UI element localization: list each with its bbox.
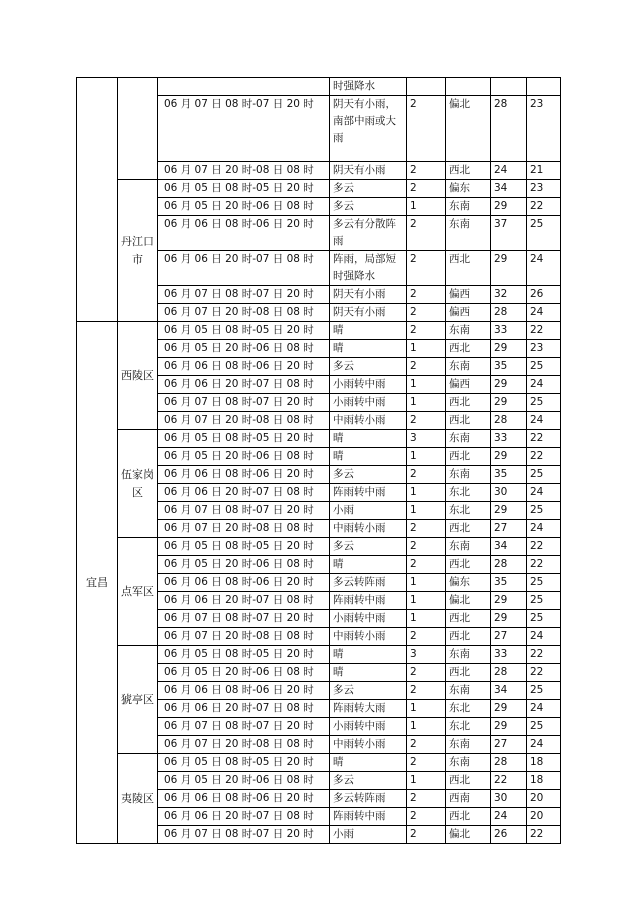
low-temp-cell: 25 (527, 718, 561, 736)
period-cell: 06 月 06 日 08 时-06 日 20 时 (158, 216, 330, 251)
low-temp-cell: 22 (527, 826, 561, 844)
low-temp-cell: 22 (527, 664, 561, 682)
low-temp-cell: 22 (527, 448, 561, 466)
low-temp-cell (527, 78, 561, 96)
district-cell: 伍家岗区 (118, 430, 158, 538)
low-temp-cell: 24 (527, 520, 561, 538)
period-cell: 06 月 05 日 20 时-06 日 08 时 (158, 340, 330, 358)
period-cell: 06 月 05 日 20 时-06 日 08 时 (158, 556, 330, 574)
period-cell: 06 月 06 日 08 时-06 日 20 时 (158, 466, 330, 484)
weather-cell: 晴 (330, 340, 407, 358)
period-cell: 06 月 06 日 08 时-06 日 20 时 (158, 358, 330, 376)
high-temp-cell: 28 (491, 754, 527, 772)
low-temp-cell: 23 (527, 96, 561, 162)
weather-cell: 阵雨转中雨 (330, 484, 407, 502)
wind-level-cell: 2 (407, 556, 446, 574)
wind-direction-cell: 东南 (446, 358, 491, 376)
wind-direction-cell: 东南 (446, 646, 491, 664)
high-temp-cell: 34 (491, 538, 527, 556)
district-cell: 西陵区 (118, 322, 158, 430)
period-cell: 06 月 06 日 08 时-06 日 20 时 (158, 790, 330, 808)
period-cell: 06 月 05 日 20 时-06 日 08 时 (158, 664, 330, 682)
low-temp-cell: 26 (527, 286, 561, 304)
wind-level-cell: 2 (407, 754, 446, 772)
weather-cell: 多云有分散阵雨 (330, 216, 407, 251)
wind-direction-cell: 西北 (446, 556, 491, 574)
wind-level-cell: 1 (407, 340, 446, 358)
period-cell: 06 月 05 日 08 时-05 日 20 时 (158, 430, 330, 448)
high-temp-cell: 33 (491, 430, 527, 448)
high-temp-cell: 35 (491, 358, 527, 376)
high-temp-cell: 28 (491, 96, 527, 162)
high-temp-cell: 29 (491, 700, 527, 718)
period-cell: 06 月 06 日 20 时-07 日 08 时 (158, 700, 330, 718)
wind-direction-cell: 东南 (446, 466, 491, 484)
wind-direction-cell: 西北 (446, 520, 491, 538)
low-temp-cell: 18 (527, 772, 561, 790)
period-cell: 06 月 05 日 08 时-05 日 20 时 (158, 754, 330, 772)
high-temp-cell: 28 (491, 556, 527, 574)
high-temp-cell: 29 (491, 502, 527, 520)
low-temp-cell: 21 (527, 162, 561, 180)
wind-level-cell: 2 (407, 216, 446, 251)
wind-direction-cell: 东南 (446, 736, 491, 754)
wind-level-cell: 2 (407, 412, 446, 430)
period-cell: 06 月 07 日 20 时-08 日 08 时 (158, 412, 330, 430)
wind-level-cell: 2 (407, 180, 446, 198)
low-temp-cell: 24 (527, 412, 561, 430)
low-temp-cell: 25 (527, 682, 561, 700)
weather-cell: 小雨 (330, 826, 407, 844)
weather-cell: 晴 (330, 556, 407, 574)
wind-direction-cell: 偏北 (446, 592, 491, 610)
weather-cell: 时强降水 (330, 78, 407, 96)
wind-level-cell: 1 (407, 700, 446, 718)
district-cell: 丹江口市 (118, 180, 158, 322)
district-cell (118, 78, 158, 180)
high-temp-cell: 28 (491, 304, 527, 322)
wind-direction-cell: 西北 (446, 664, 491, 682)
wind-direction-cell: 西北 (446, 628, 491, 646)
district-cell: 猇亭区 (118, 646, 158, 754)
weather-cell: 小雨转中雨 (330, 376, 407, 394)
wind-level-cell (407, 78, 446, 96)
weather-cell: 多云 (330, 466, 407, 484)
high-temp-cell: 24 (491, 162, 527, 180)
wind-direction-cell: 东北 (446, 484, 491, 502)
high-temp-cell: 29 (491, 718, 527, 736)
wind-level-cell: 1 (407, 610, 446, 628)
low-temp-cell: 25 (527, 502, 561, 520)
wind-direction-cell: 东南 (446, 682, 491, 700)
high-temp-cell: 24 (491, 808, 527, 826)
wind-direction-cell: 西北 (446, 772, 491, 790)
weather-cell: 阵雨转中雨 (330, 592, 407, 610)
low-temp-cell: 22 (527, 430, 561, 448)
wind-direction-cell: 东南 (446, 430, 491, 448)
wind-level-cell: 2 (407, 96, 446, 162)
period-cell: 06 月 07 日 20 时-08 日 08 时 (158, 304, 330, 322)
wind-level-cell: 2 (407, 286, 446, 304)
wind-direction-cell: 西北 (446, 251, 491, 286)
high-temp-cell: 29 (491, 592, 527, 610)
period-cell: 06 月 05 日 08 时-05 日 20 时 (158, 646, 330, 664)
weather-cell: 晴 (330, 448, 407, 466)
wind-direction-cell: 偏北 (446, 96, 491, 162)
wind-level-cell: 1 (407, 574, 446, 592)
low-temp-cell: 18 (527, 754, 561, 772)
low-temp-cell: 23 (527, 180, 561, 198)
weather-cell: 阴天有小雨，南部中雨或大雨 (330, 96, 407, 162)
weather-cell: 多云转阵雨 (330, 790, 407, 808)
weather-cell: 中雨转小雨 (330, 736, 407, 754)
wind-direction-cell: 西北 (446, 808, 491, 826)
weather-cell: 多云 (330, 682, 407, 700)
wind-direction-cell: 东南 (446, 754, 491, 772)
weather-cell: 晴 (330, 664, 407, 682)
high-temp-cell: 33 (491, 322, 527, 340)
high-temp-cell: 30 (491, 484, 527, 502)
low-temp-cell: 20 (527, 790, 561, 808)
wind-level-cell: 2 (407, 682, 446, 700)
low-temp-cell: 25 (527, 466, 561, 484)
district-cell: 夷陵区 (118, 754, 158, 844)
wind-level-cell: 2 (407, 358, 446, 376)
low-temp-cell: 25 (527, 216, 561, 251)
period-cell: 06 月 07 日 20 时-08 日 08 时 (158, 162, 330, 180)
low-temp-cell: 24 (527, 304, 561, 322)
period-cell: 06 月 05 日 20 时-06 日 08 时 (158, 772, 330, 790)
wind-direction-cell: 偏西 (446, 286, 491, 304)
high-temp-cell: 28 (491, 412, 527, 430)
high-temp-cell: 27 (491, 628, 527, 646)
period-cell: 06 月 05 日 20 时-06 日 08 时 (158, 198, 330, 216)
wind-direction-cell: 西北 (446, 394, 491, 412)
table-row (77, 754, 561, 772)
period-cell: 06 月 07 日 20 时-08 日 08 时 (158, 736, 330, 754)
period-cell: 06 月 07 日 08 时-07 日 20 时 (158, 610, 330, 628)
high-temp-cell: 29 (491, 610, 527, 628)
wind-level-cell: 2 (407, 538, 446, 556)
wind-level-cell: 1 (407, 592, 446, 610)
table-row (77, 78, 561, 96)
weather-cell: 中雨转小雨 (330, 628, 407, 646)
wind-level-cell: 2 (407, 628, 446, 646)
weather-cell: 多云 (330, 198, 407, 216)
low-temp-cell: 23 (527, 340, 561, 358)
period-cell: 06 月 05 日 08 时-05 日 20 时 (158, 538, 330, 556)
weather-cell: 多云 (330, 180, 407, 198)
weather-cell: 多云转阵雨 (330, 574, 407, 592)
low-temp-cell: 25 (527, 358, 561, 376)
wind-level-cell: 1 (407, 484, 446, 502)
wind-direction-cell: 偏北 (446, 826, 491, 844)
wind-level-cell: 2 (407, 790, 446, 808)
low-temp-cell: 22 (527, 198, 561, 216)
period-cell: 06 月 05 日 08 时-05 日 20 时 (158, 180, 330, 198)
wind-direction-cell: 东北 (446, 502, 491, 520)
period-cell: 06 月 05 日 20 时-06 日 08 时 (158, 448, 330, 466)
high-temp-cell: 22 (491, 772, 527, 790)
high-temp-cell: 37 (491, 216, 527, 251)
district-cell: 点军区 (118, 538, 158, 646)
weather-cell: 小雨转中雨 (330, 610, 407, 628)
period-cell: 06 月 06 日 20 时-07 日 08 时 (158, 592, 330, 610)
wind-level-cell: 2 (407, 808, 446, 826)
weather-cell: 中雨转小雨 (330, 412, 407, 430)
wind-level-cell: 2 (407, 826, 446, 844)
wind-direction-cell: 西北 (446, 610, 491, 628)
high-temp-cell: 29 (491, 448, 527, 466)
wind-direction-cell: 西北 (446, 162, 491, 180)
low-temp-cell: 22 (527, 556, 561, 574)
wind-level-cell: 1 (407, 394, 446, 412)
high-temp-cell (491, 78, 527, 96)
period-cell: 06 月 07 日 08 时-07 日 20 时 (158, 394, 330, 412)
weather-cell: 阵雨转中雨 (330, 808, 407, 826)
period-cell: 06 月 07 日 08 时-07 日 20 时 (158, 286, 330, 304)
high-temp-cell: 29 (491, 340, 527, 358)
low-temp-cell: 24 (527, 700, 561, 718)
city-cell (77, 78, 118, 322)
period-cell: 06 月 05 日 08 时-05 日 20 时 (158, 322, 330, 340)
wind-level-cell: 1 (407, 198, 446, 216)
wind-direction-cell: 西南 (446, 790, 491, 808)
wind-direction-cell: 偏东 (446, 180, 491, 198)
period-cell: 06 月 06 日 20 时-07 日 08 时 (158, 251, 330, 286)
weather-cell: 阵雨转大雨 (330, 700, 407, 718)
weather-cell: 多云 (330, 538, 407, 556)
high-temp-cell: 26 (491, 826, 527, 844)
weather-cell: 小雨转中雨 (330, 394, 407, 412)
wind-direction-cell: 东南 (446, 538, 491, 556)
weather-cell: 中雨转小雨 (330, 520, 407, 538)
wind-level-cell: 2 (407, 520, 446, 538)
low-temp-cell: 22 (527, 538, 561, 556)
high-temp-cell: 27 (491, 736, 527, 754)
wind-direction-cell: 东南 (446, 198, 491, 216)
wind-level-cell: 1 (407, 718, 446, 736)
wind-level-cell: 3 (407, 646, 446, 664)
table-row (77, 180, 561, 198)
high-temp-cell: 30 (491, 790, 527, 808)
table-row (77, 646, 561, 664)
high-temp-cell: 34 (491, 180, 527, 198)
high-temp-cell: 28 (491, 664, 527, 682)
high-temp-cell: 33 (491, 646, 527, 664)
low-temp-cell: 25 (527, 610, 561, 628)
high-temp-cell: 35 (491, 574, 527, 592)
period-cell: 06 月 07 日 20 时-08 日 08 时 (158, 520, 330, 538)
period-cell: 06 月 06 日 08 时-06 日 20 时 (158, 682, 330, 700)
weather-cell: 阴天有小雨 (330, 304, 407, 322)
wind-level-cell: 2 (407, 664, 446, 682)
weather-cell: 晴 (330, 430, 407, 448)
wind-direction-cell (446, 78, 491, 96)
low-temp-cell: 25 (527, 574, 561, 592)
wind-direction-cell: 西北 (446, 340, 491, 358)
low-temp-cell: 22 (527, 322, 561, 340)
high-temp-cell: 35 (491, 466, 527, 484)
period-cell: 06 月 06 日 20 时-07 日 08 时 (158, 808, 330, 826)
table-row (77, 322, 561, 340)
weather-cell: 晴 (330, 646, 407, 664)
high-temp-cell: 34 (491, 682, 527, 700)
wind-level-cell: 1 (407, 376, 446, 394)
weather-cell: 多云 (330, 358, 407, 376)
high-temp-cell: 29 (491, 376, 527, 394)
wind-level-cell: 1 (407, 448, 446, 466)
table-row (77, 430, 561, 448)
weather-cell: 阴天有小雨 (330, 286, 407, 304)
high-temp-cell: 32 (491, 286, 527, 304)
wind-level-cell: 1 (407, 502, 446, 520)
period-cell: 06 月 07 日 08 时-07 日 20 时 (158, 96, 330, 162)
high-temp-cell: 29 (491, 251, 527, 286)
period-cell: 06 月 07 日 08 时-07 日 20 时 (158, 826, 330, 844)
low-temp-cell: 24 (527, 376, 561, 394)
low-temp-cell: 25 (527, 394, 561, 412)
period-cell: 06 月 06 日 08 时-06 日 20 时 (158, 574, 330, 592)
weather-cell: 阵雨，局部短时强降水 (330, 251, 407, 286)
low-temp-cell: 24 (527, 484, 561, 502)
wind-direction-cell: 东南 (446, 216, 491, 251)
wind-level-cell: 2 (407, 322, 446, 340)
wind-direction-cell: 东北 (446, 718, 491, 736)
wind-level-cell: 1 (407, 772, 446, 790)
wind-level-cell: 2 (407, 736, 446, 754)
weather-cell: 多云 (330, 772, 407, 790)
wind-level-cell: 2 (407, 251, 446, 286)
weather-cell: 小雨转中雨 (330, 718, 407, 736)
low-temp-cell: 20 (527, 808, 561, 826)
low-temp-cell: 24 (527, 736, 561, 754)
wind-direction-cell: 偏西 (446, 376, 491, 394)
high-temp-cell: 29 (491, 198, 527, 216)
period-cell: 06 月 07 日 08 时-07 日 20 时 (158, 718, 330, 736)
wind-level-cell: 3 (407, 430, 446, 448)
city-cell: 宜昌 (77, 322, 118, 844)
period-cell: 06 月 06 日 20 时-07 日 08 时 (158, 376, 330, 394)
high-temp-cell: 27 (491, 520, 527, 538)
weather-cell: 晴 (330, 322, 407, 340)
wind-direction-cell: 东南 (446, 322, 491, 340)
high-temp-cell: 29 (491, 394, 527, 412)
wind-direction-cell: 偏东 (446, 574, 491, 592)
period-cell: 06 月 06 日 20 时-07 日 08 时 (158, 484, 330, 502)
wind-direction-cell: 西北 (446, 412, 491, 430)
wind-direction-cell: 西北 (446, 448, 491, 466)
wind-direction-cell: 偏西 (446, 304, 491, 322)
forecast-table (76, 77, 561, 844)
low-temp-cell: 24 (527, 628, 561, 646)
wind-level-cell: 2 (407, 466, 446, 484)
period-cell: 06 月 07 日 20 时-08 日 08 时 (158, 628, 330, 646)
period-cell: 06 月 07 日 08 时-07 日 20 时 (158, 502, 330, 520)
low-temp-cell: 25 (527, 592, 561, 610)
weather-cell: 阴天有小雨 (330, 162, 407, 180)
wind-direction-cell: 东北 (446, 700, 491, 718)
weather-cell: 小雨 (330, 502, 407, 520)
low-temp-cell: 22 (527, 646, 561, 664)
wind-level-cell: 2 (407, 304, 446, 322)
weather-cell: 晴 (330, 754, 407, 772)
table-row (77, 538, 561, 556)
period-cell (158, 78, 330, 96)
wind-level-cell: 2 (407, 162, 446, 180)
low-temp-cell: 24 (527, 251, 561, 286)
